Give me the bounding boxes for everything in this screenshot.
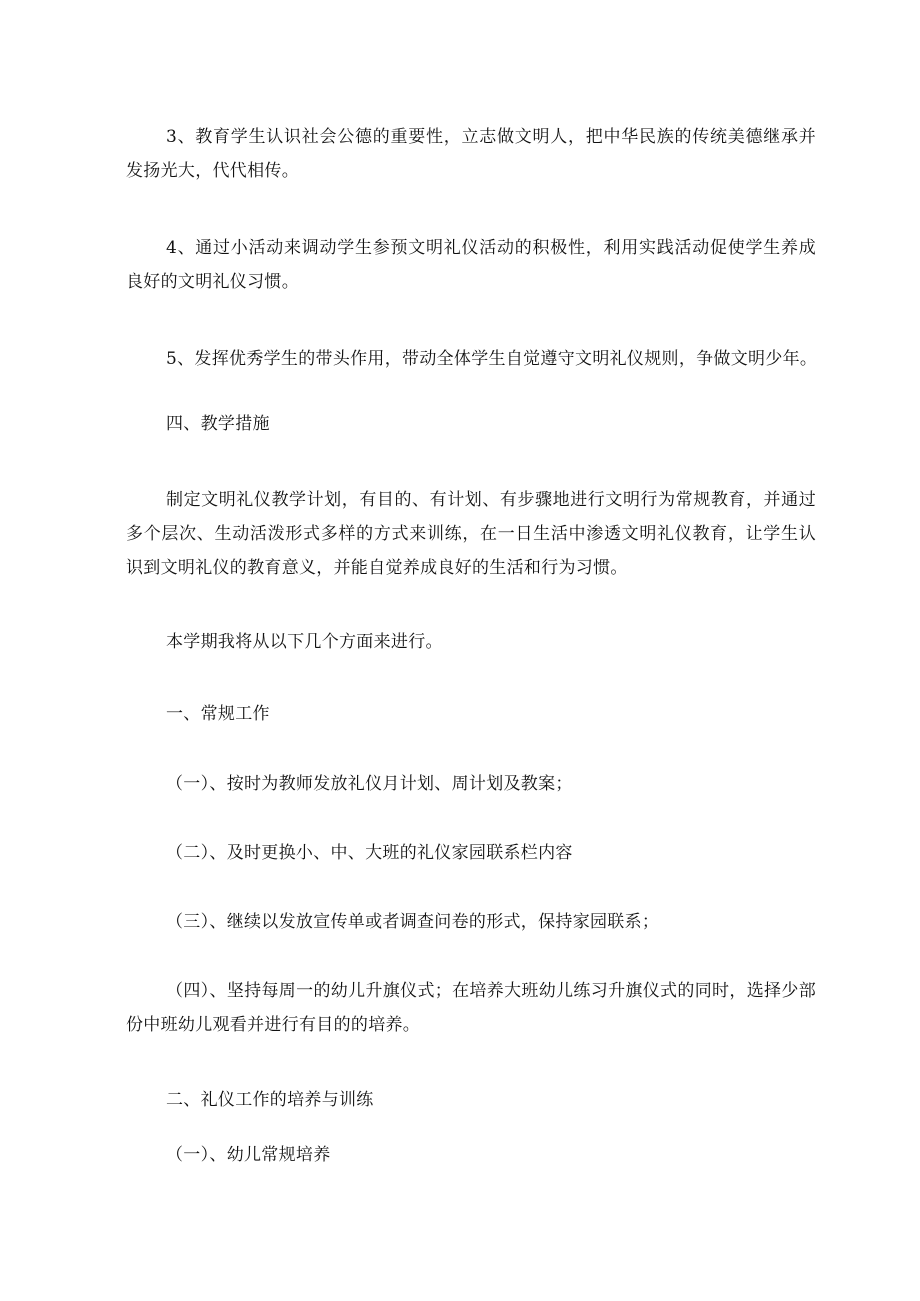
paragraph-teaching-plan: 制定文明礼仪教学计划，有目的、有计划、有步骤地进行文明行为常规教育，并通过多个层次、生动活泼形式多样的方式来训练，在一日生活中渗透文明礼仪教育，让学生认识到文明礼仪的教育意义，并能自觉养成良好的生活和行为习惯。 [126, 490, 816, 578]
item-routine-1: （一）、按时为教师发放礼仪月计划、周计划及教案； [166, 774, 573, 794]
paragraph-goal-5: 5、发挥优秀学生的带头作用，带动全体学生自觉遵守文明礼仪规则，争做文明少年。 [166, 349, 818, 369]
item-routine-3: （三）、继续以发放宣传单或者调查问卷的形式，保持家园联系； [166, 912, 660, 932]
paragraph-goal-4: 4、通过小活动来调动学生参预文明礼仪活动的积极性，利用实践活动促使学生养成良好的文明礼仪习惯。 [126, 238, 816, 292]
heading-routine-work: 一、常规工作 [166, 704, 270, 724]
paragraph-semester-intro: 本学期我将从以下几个方面来进行。 [166, 632, 443, 652]
heading-teaching-measures: 四、教学措施 [166, 414, 270, 434]
item-training-1: （一）、幼儿常规培养 [166, 1145, 331, 1165]
item-routine-2: （二）、及时更换小、中、大班的礼仪家园联系栏内容 [166, 843, 573, 863]
item-routine-4: （四）、坚持每周一的幼儿升旗仪式；在培养大班幼儿练习升旗仪式的同时，选择少部份中班幼儿观看并进行有目的的培养。 [126, 981, 816, 1035]
paragraph-goal-3: 3、教育学生认识社会公德的重要性，立志做文明人，把中华民族的传统美德继承并发扬光大，代代相传。 [126, 127, 816, 181]
heading-etiquette-training: 二、礼仪工作的培养与训练 [166, 1090, 374, 1110]
